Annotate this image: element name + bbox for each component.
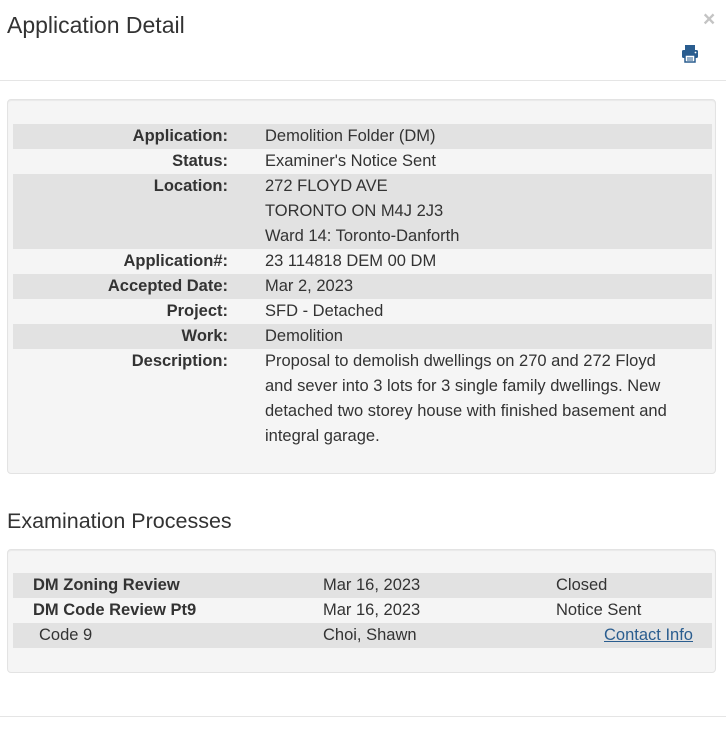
detail-row-application bbox=[13, 124, 712, 149]
detail-row-project bbox=[13, 299, 712, 324]
examination-processes-title: Examination Processes bbox=[7, 509, 232, 533]
detail-row-work bbox=[13, 324, 712, 349]
examiner-code: Code 9 bbox=[39, 626, 93, 644]
detail-value-line: detached two storey house with finished basement and bbox=[265, 402, 667, 420]
process-name: DM Zoning Review bbox=[33, 576, 180, 594]
process-row bbox=[13, 573, 712, 598]
detail-value bbox=[265, 174, 710, 249]
detail-value-line: SFD - Detached bbox=[265, 302, 384, 320]
process-date: Mar 16, 2023 bbox=[323, 576, 421, 594]
detail-value bbox=[265, 299, 710, 324]
examiner-name: Choi, Shawn bbox=[323, 626, 417, 644]
detail-row-accepted-date bbox=[13, 274, 712, 299]
examination-processes-panel bbox=[7, 549, 716, 673]
detail-label: Accepted Date: bbox=[107, 277, 228, 295]
application-detail-panel bbox=[7, 99, 716, 474]
detail-row-status bbox=[13, 149, 712, 174]
detail-row-application-number bbox=[13, 249, 712, 274]
detail-value-line: Ward 14: Toronto-Danforth bbox=[265, 227, 460, 245]
printer-icon[interactable] bbox=[680, 43, 700, 63]
detail-value-line: 23 114818 DEM 00 DM bbox=[265, 252, 437, 270]
process-name: DM Code Review Pt9 bbox=[33, 601, 197, 619]
detail-label: Work: bbox=[181, 327, 228, 345]
process-date: Mar 16, 2023 bbox=[323, 601, 421, 619]
detail-value-line: Examiner's Notice Sent bbox=[265, 152, 436, 170]
detail-value bbox=[265, 274, 710, 299]
detail-value bbox=[265, 249, 710, 274]
detail-value-line: and sever into 3 lots for 3 single family dwellings. New bbox=[265, 377, 661, 395]
process-row bbox=[13, 598, 712, 623]
header-divider bbox=[0, 80, 726, 81]
detail-value bbox=[265, 124, 710, 149]
detail-value-line: integral garage. bbox=[265, 427, 380, 445]
examination-table bbox=[13, 573, 712, 648]
process-status: Closed bbox=[556, 576, 608, 594]
detail-value bbox=[265, 349, 710, 449]
detail-label: Location: bbox=[153, 177, 228, 195]
contact-info-link[interactable]: Contact Info bbox=[604, 626, 693, 644]
detail-value-line: Proposal to demolish dwellings on 270 and 272 Floyd bbox=[265, 352, 656, 370]
modal-title: Application Detail bbox=[7, 12, 185, 38]
detail-value bbox=[265, 149, 710, 174]
detail-label: Project: bbox=[166, 302, 228, 320]
detail-value bbox=[265, 324, 710, 349]
detail-label: Application: bbox=[132, 127, 228, 145]
detail-table bbox=[13, 124, 712, 449]
detail-row-description bbox=[13, 349, 712, 449]
detail-value-line: Mar 2, 2023 bbox=[265, 277, 354, 295]
detail-value-line: Demolition Folder (DM) bbox=[265, 127, 436, 145]
process-status: Notice Sent bbox=[556, 601, 642, 619]
detail-label: Status: bbox=[172, 152, 228, 170]
close-icon[interactable]: × bbox=[703, 8, 716, 31]
footer-divider bbox=[0, 716, 726, 717]
detail-value-line: Demolition bbox=[265, 327, 343, 345]
detail-value-line: 272 FLOYD AVE bbox=[265, 177, 388, 195]
detail-label: Application#: bbox=[123, 252, 228, 270]
detail-label: Description: bbox=[131, 352, 228, 370]
detail-value-line: TORONTO ON M4J 2J3 bbox=[265, 202, 444, 220]
detail-row-location bbox=[13, 174, 712, 249]
examiner-row bbox=[13, 623, 712, 648]
